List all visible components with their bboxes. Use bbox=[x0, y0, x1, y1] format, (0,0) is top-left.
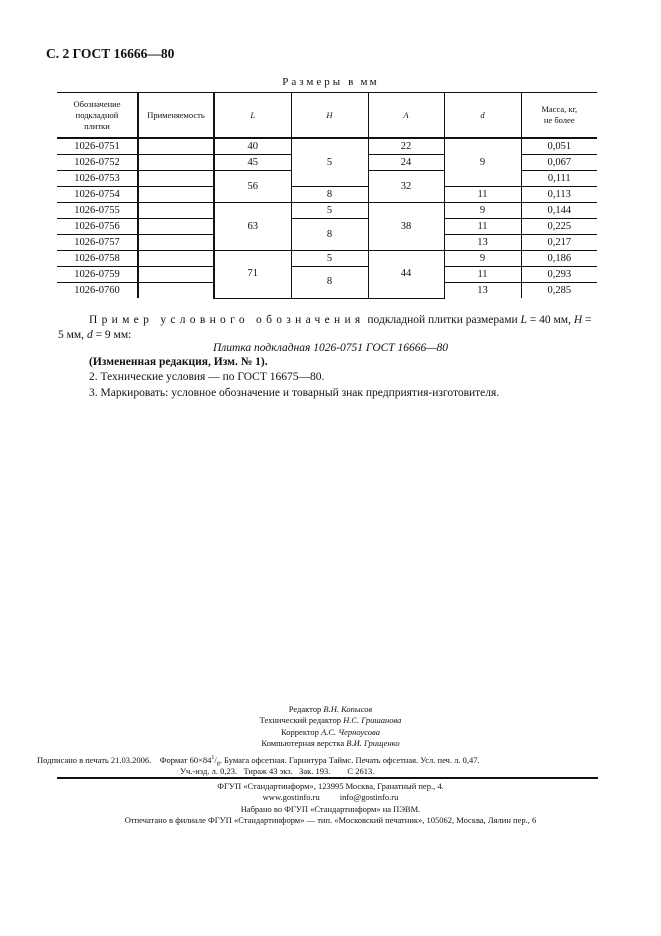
cell-designation: 1026-0756 bbox=[57, 219, 138, 235]
cell-A: 44 bbox=[368, 251, 444, 299]
table-row bbox=[57, 267, 597, 283]
item-marking: 3. Маркировать: условное обозначение и товарный знак предприятия-изготовителя. bbox=[89, 387, 500, 399]
header-applicability: Применяемость bbox=[138, 93, 214, 139]
cell-H: 8 bbox=[291, 187, 368, 203]
amendment-note: (Измененная редакция, Изм. № 1). bbox=[89, 356, 268, 368]
units-caption-word: в bbox=[348, 76, 356, 88]
table-row bbox=[57, 219, 597, 235]
cell-d: 11 bbox=[444, 219, 521, 235]
example-designation: Плитка подкладная 1026-0751 ГОСТ 16666—80 bbox=[212, 342, 449, 354]
header-d: d bbox=[444, 93, 521, 139]
publisher-info: ФГУП «Стандартинформ», 123995 Москва, Гранатный пер., 4. www.gostinfo.ru info@gostinfo.ru Набрано во ФГУП «Стандартинформ» на ПЭВМ. Отпечатано в филиале ФГУП «Стандартинформ» — тип. «Московский печатник», 105062, Москва, Лялин пер., 6 bbox=[124, 781, 537, 825]
table-row bbox=[57, 203, 597, 219]
credit-line: Технический редактор Н.С. Гришанова bbox=[259, 715, 402, 726]
units-caption bbox=[0, 76, 661, 88]
cell-mass: 0,225 bbox=[521, 219, 597, 235]
imprint-line-2: Уч.-изд. л. 0,23. Тираж 43 экз. Зак. 193. С 2613. bbox=[180, 766, 375, 776]
cell-applicability bbox=[138, 267, 214, 283]
cell-H: 5 bbox=[291, 251, 368, 267]
credit-line: Редактор В.Н. Копысов bbox=[288, 704, 373, 714]
email-link: info@gostinfo.ru bbox=[339, 792, 399, 803]
cell-L: 63 bbox=[214, 203, 291, 251]
table-row bbox=[57, 138, 597, 155]
cell-A: 32 bbox=[368, 171, 444, 203]
cell-mass: 0,217 bbox=[521, 235, 597, 251]
cell-L: 56 bbox=[214, 171, 291, 203]
credit-line: Компьютерная верстка В.И. Грищенко bbox=[261, 737, 400, 748]
cell-applicability bbox=[138, 235, 214, 251]
cell-applicability bbox=[138, 219, 214, 235]
imprint-line-1: Подписано в печать 21.03.2006. Формат $60\times 84^1/_8$. Бумага офсетная. Гарнитура Таймс. Печать офсетная. Усл. печ. л. 0,47. bbox=[37, 755, 480, 768]
editorial-credits bbox=[0, 704, 661, 749]
cell-mass: 0,067 bbox=[521, 155, 597, 171]
cell-designation: 1026-0760 bbox=[57, 283, 138, 299]
website-link: www.gostinfo.ru bbox=[262, 792, 320, 803]
cell-A: 38 bbox=[368, 203, 444, 251]
header-H: H bbox=[291, 93, 368, 139]
cell-L: 45 bbox=[214, 155, 291, 171]
cell-mass: 0,293 bbox=[521, 267, 597, 283]
cell-d: 13 bbox=[444, 235, 521, 251]
cell-A: 24 bbox=[368, 155, 444, 171]
cell-d: 11 bbox=[444, 267, 521, 283]
cell-applicability bbox=[138, 203, 214, 219]
cell-designation: 1026-0752 bbox=[57, 155, 138, 171]
cell-A: 22 bbox=[368, 138, 444, 155]
cell-mass: 0,285 bbox=[521, 283, 597, 299]
cell-applicability bbox=[138, 283, 214, 299]
page-header: С. 2 ГОСТ 16666—80 bbox=[46, 46, 175, 61]
header-L: L bbox=[214, 93, 291, 139]
cell-H: 5 bbox=[291, 138, 368, 187]
dimensions-table bbox=[57, 92, 597, 299]
table-row bbox=[57, 187, 597, 203]
table-header-row bbox=[57, 93, 597, 139]
cell-mass: 0,051 bbox=[521, 138, 597, 155]
cell-designation: 1026-0751 bbox=[57, 138, 138, 155]
cell-mass: 0,144 bbox=[521, 203, 597, 219]
header-A: A bbox=[368, 93, 444, 139]
cell-applicability bbox=[138, 155, 214, 171]
cell-H: 8 bbox=[291, 219, 368, 251]
cell-H: 8 bbox=[291, 267, 368, 299]
item-technical-conditions: 2. Технические условия — по ГОСТ 16675—80. bbox=[89, 371, 325, 383]
cell-designation: 1026-0757 bbox=[57, 235, 138, 251]
cell-d: 11 bbox=[444, 187, 521, 203]
cell-d: 13 bbox=[444, 283, 521, 299]
cell-d: 9 bbox=[444, 138, 521, 187]
cell-d: 9 bbox=[444, 251, 521, 267]
header-mass: Масса, кг, не более bbox=[521, 93, 597, 139]
cell-mass: 0,111 bbox=[521, 171, 597, 187]
table-row bbox=[57, 251, 597, 267]
cell-d: 9 bbox=[444, 203, 521, 219]
header-designation: Обозначение подкладной плитки bbox=[57, 93, 138, 139]
cell-applicability bbox=[138, 187, 214, 203]
cell-designation: 1026-0759 bbox=[57, 267, 138, 283]
cell-designation: 1026-0754 bbox=[57, 187, 138, 203]
cell-mass: 0,113 bbox=[521, 187, 597, 203]
example-lead: Пример условного обозначения bbox=[89, 314, 365, 326]
cell-designation: 1026-0753 bbox=[57, 171, 138, 187]
cell-applicability bbox=[138, 251, 214, 267]
cell-mass: 0,186 bbox=[521, 251, 597, 267]
cell-H: 5 bbox=[291, 203, 368, 219]
units-caption-word: Размеры bbox=[282, 76, 344, 88]
cell-designation: 1026-0758 bbox=[57, 251, 138, 267]
divider-rule bbox=[57, 777, 598, 779]
cell-applicability bbox=[138, 171, 214, 187]
cell-designation: 1026-0755 bbox=[57, 203, 138, 219]
cell-L: 40 bbox=[214, 138, 291, 155]
credit-line: Корректор А.С. Черноусова bbox=[281, 726, 380, 737]
units-caption-word: мм bbox=[360, 76, 379, 88]
cell-applicability bbox=[138, 138, 214, 155]
designation-example-paragraph: Пример условного обозначения подкладной плитки размерами L = 40 мм, H = 5 мм, d = 9 мм: bbox=[58, 314, 592, 341]
cell-L: 71 bbox=[214, 251, 291, 299]
